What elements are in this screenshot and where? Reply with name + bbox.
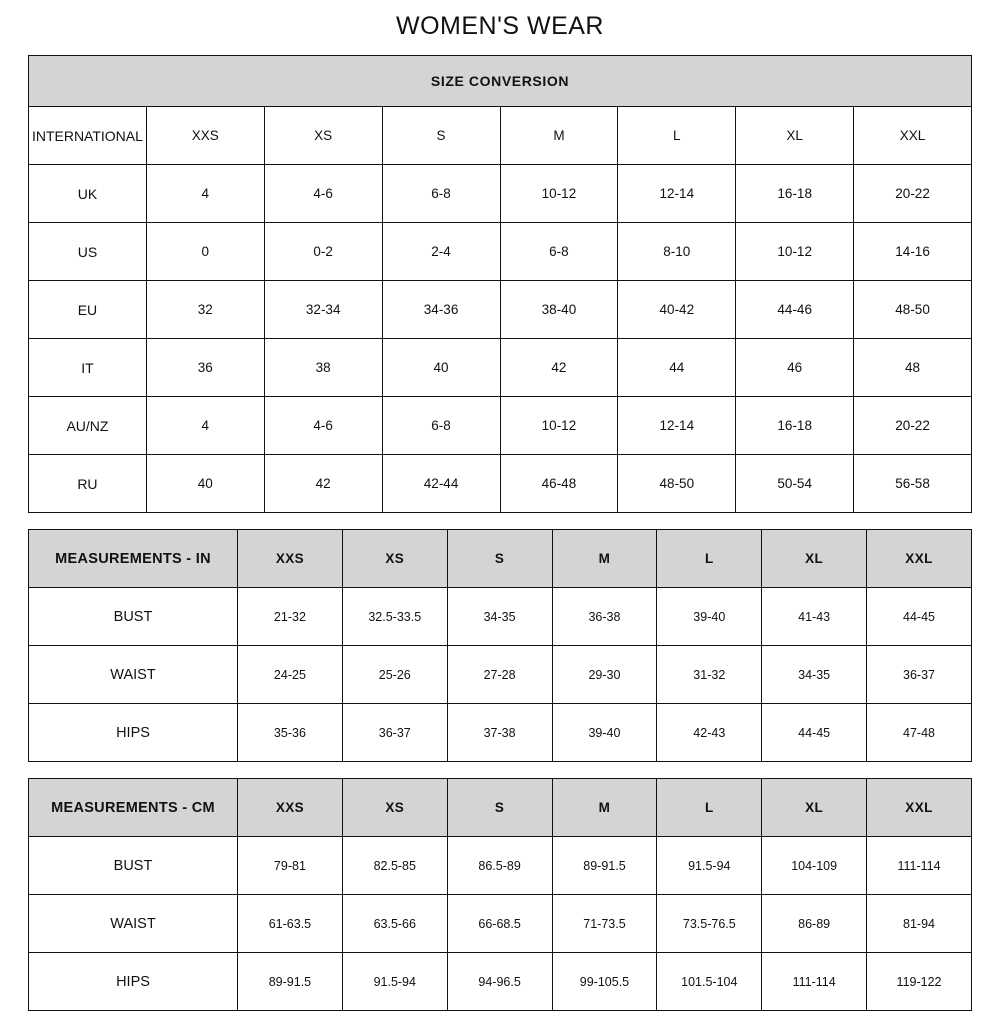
- cell: 24-25: [238, 646, 343, 704]
- column-header-xs: XS: [342, 530, 447, 588]
- cell: 35-36: [238, 704, 343, 762]
- cell: 40-42: [618, 281, 736, 339]
- cell: 86-89: [762, 895, 867, 953]
- measurements-cm-table: [28, 778, 972, 1011]
- column-header-xs: XS: [342, 779, 447, 837]
- cell: 42-43: [657, 704, 762, 762]
- cell: 42-44: [382, 455, 500, 513]
- cell: 29-30: [552, 646, 657, 704]
- cell: 12-14: [618, 165, 736, 223]
- table-row: [29, 339, 972, 397]
- cell: 14-16: [854, 223, 972, 281]
- table-row: [29, 895, 972, 953]
- cell: 6-8: [500, 223, 618, 281]
- row-label: EU: [29, 281, 147, 339]
- column-header-s: S: [382, 107, 500, 165]
- cell: 73.5-76.5: [657, 895, 762, 953]
- cell: 10-12: [500, 165, 618, 223]
- cell: 10-12: [736, 223, 854, 281]
- cell: 6-8: [382, 165, 500, 223]
- row-label: UK: [29, 165, 147, 223]
- cell: 36-37: [342, 704, 447, 762]
- column-header-xxl: XXL: [854, 107, 972, 165]
- cell: 89-91.5: [238, 953, 343, 1011]
- cell: 27-28: [447, 646, 552, 704]
- cell: 44-45: [867, 588, 972, 646]
- cell: 91.5-94: [342, 953, 447, 1011]
- table-row: [29, 704, 972, 762]
- cell: 82.5-85: [342, 837, 447, 895]
- cell: 41-43: [762, 588, 867, 646]
- cell: 37-38: [447, 704, 552, 762]
- column-header-xl: XL: [762, 530, 867, 588]
- column-header-m: M: [500, 107, 618, 165]
- cell: 34-35: [762, 646, 867, 704]
- row-label: WAIST: [29, 895, 238, 953]
- cell: 44: [618, 339, 736, 397]
- cell: 39-40: [657, 588, 762, 646]
- cell: 4-6: [264, 165, 382, 223]
- cell: 40: [382, 339, 500, 397]
- column-header-measurements-cm: MEASUREMENTS - CM: [29, 779, 238, 837]
- cell: 42: [264, 455, 382, 513]
- column-header-xs: XS: [264, 107, 382, 165]
- row-label: HIPS: [29, 704, 238, 762]
- table-header-row: [29, 107, 972, 165]
- table-row: [29, 953, 972, 1011]
- cell: 47-48: [867, 704, 972, 762]
- column-header-m: M: [552, 779, 657, 837]
- cell: 81-94: [867, 895, 972, 953]
- column-header-s: S: [447, 530, 552, 588]
- cell: 31-32: [657, 646, 762, 704]
- cell: 36-37: [867, 646, 972, 704]
- table-row: [29, 646, 972, 704]
- cell: 0: [146, 223, 264, 281]
- row-label: US: [29, 223, 147, 281]
- cell: 10-12: [500, 397, 618, 455]
- cell: 4: [146, 165, 264, 223]
- cell: 8-10: [618, 223, 736, 281]
- cell: 25-26: [342, 646, 447, 704]
- cell: 61-63.5: [238, 895, 343, 953]
- table-row: [29, 837, 972, 895]
- cell: 32-34: [264, 281, 382, 339]
- cell: 40: [146, 455, 264, 513]
- row-label: WAIST: [29, 646, 238, 704]
- cell: 71-73.5: [552, 895, 657, 953]
- cell: 111-114: [762, 953, 867, 1011]
- cell: 42: [500, 339, 618, 397]
- column-header-l: L: [618, 107, 736, 165]
- row-label: BUST: [29, 588, 238, 646]
- column-header-measurements-in: MEASUREMENTS - IN: [29, 530, 238, 588]
- table-header-row: [29, 530, 972, 588]
- cell: 50-54: [736, 455, 854, 513]
- cell: 36-38: [552, 588, 657, 646]
- cell: 86.5-89: [447, 837, 552, 895]
- table-row: [29, 165, 972, 223]
- cell: 119-122: [867, 953, 972, 1011]
- cell: 20-22: [854, 397, 972, 455]
- cell: 101.5-104: [657, 953, 762, 1011]
- cell: 104-109: [762, 837, 867, 895]
- cell: 99-105.5: [552, 953, 657, 1011]
- cell: 21-32: [238, 588, 343, 646]
- table-banner-row: [29, 56, 972, 107]
- column-header-l: L: [657, 530, 762, 588]
- cell: 38: [264, 339, 382, 397]
- table-row: [29, 281, 972, 339]
- column-header-xxs: XXS: [238, 530, 343, 588]
- cell: 46-48: [500, 455, 618, 513]
- cell: 6-8: [382, 397, 500, 455]
- column-header-l: L: [657, 779, 762, 837]
- cell: 32.5-33.5: [342, 588, 447, 646]
- measurements-inches-table: [28, 529, 972, 762]
- cell: 46: [736, 339, 854, 397]
- cell: 111-114: [867, 837, 972, 895]
- cell: 2-4: [382, 223, 500, 281]
- table-row: [29, 223, 972, 281]
- page-title: WOMEN'S WEAR: [396, 12, 604, 40]
- cell: 34-36: [382, 281, 500, 339]
- row-label: HIPS: [29, 953, 238, 1011]
- cell: 44-45: [762, 704, 867, 762]
- column-header-international: INTERNATIONAL: [29, 107, 147, 165]
- cell: 56-58: [854, 455, 972, 513]
- cell: 20-22: [854, 165, 972, 223]
- row-label: IT: [29, 339, 147, 397]
- column-header-xxs: XXS: [238, 779, 343, 837]
- cell: 48-50: [618, 455, 736, 513]
- cell: 48-50: [854, 281, 972, 339]
- cell: 44-46: [736, 281, 854, 339]
- cell: 12-14: [618, 397, 736, 455]
- column-header-s: S: [447, 779, 552, 837]
- cell: 94-96.5: [447, 953, 552, 1011]
- cell: 91.5-94: [657, 837, 762, 895]
- cell: 89-91.5: [552, 837, 657, 895]
- table-header-row: [29, 779, 972, 837]
- row-label: AU/NZ: [29, 397, 147, 455]
- cell: 16-18: [736, 397, 854, 455]
- column-header-xxl: XXL: [867, 530, 972, 588]
- column-header-m: M: [552, 530, 657, 588]
- cell: 34-35: [447, 588, 552, 646]
- cell: 4: [146, 397, 264, 455]
- cell: 39-40: [552, 704, 657, 762]
- cell: 32: [146, 281, 264, 339]
- column-header-xxl: XXL: [867, 779, 972, 837]
- table-row: [29, 397, 972, 455]
- column-header-xl: XL: [762, 779, 867, 837]
- table-row: [29, 588, 972, 646]
- cell: 66-68.5: [447, 895, 552, 953]
- row-label: RU: [29, 455, 147, 513]
- cell: 38-40: [500, 281, 618, 339]
- cell: 4-6: [264, 397, 382, 455]
- table-row: [29, 455, 972, 513]
- cell: 79-81: [238, 837, 343, 895]
- cell: 48: [854, 339, 972, 397]
- cell: 63.5-66: [342, 895, 447, 953]
- row-label: BUST: [29, 837, 238, 895]
- size-conversion-table: [28, 55, 972, 513]
- cell: 0-2: [264, 223, 382, 281]
- size-conversion-banner: SIZE CONVERSION: [29, 56, 972, 107]
- cell: 36: [146, 339, 264, 397]
- column-header-xl: XL: [736, 107, 854, 165]
- column-header-xxs: XXS: [146, 107, 264, 165]
- cell: 16-18: [736, 165, 854, 223]
